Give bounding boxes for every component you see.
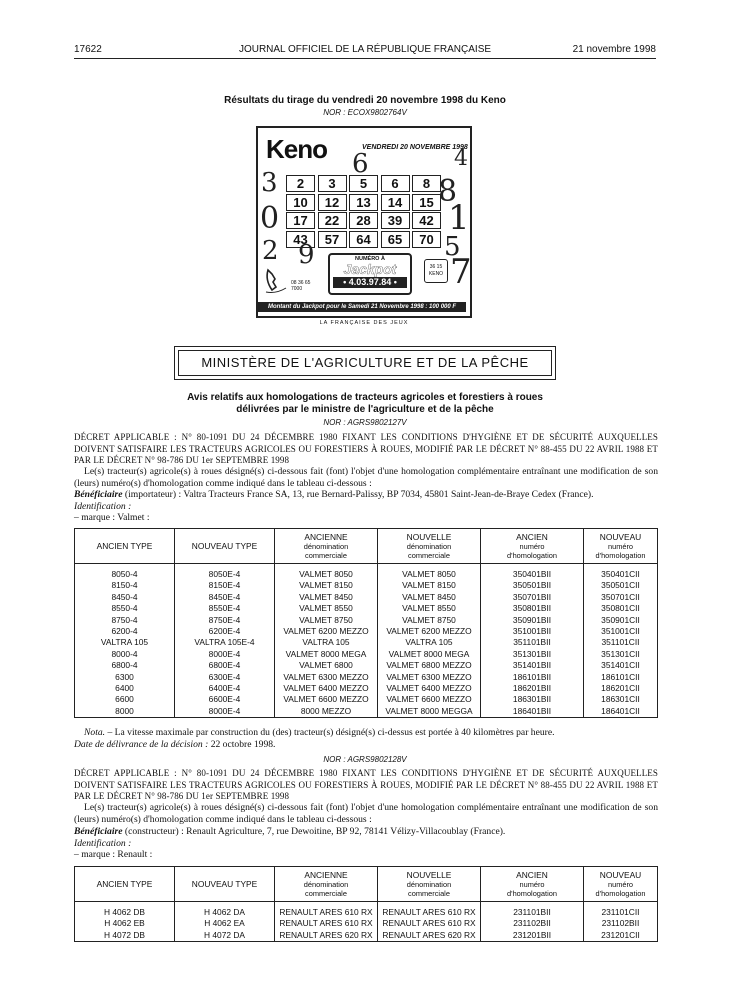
table-row: [75, 637, 658, 648]
header-text: numéro: [519, 541, 545, 551]
date-value: 22 octobre 1998.: [210, 739, 276, 750]
table-cell: 8550-4: [75, 603, 175, 614]
decree1-identification: Identification :: [74, 501, 132, 512]
decree1-intro: Le(s) tracteur(s) agricole(s) à roues désigné(s) ci-dessous fait (font) l'objet d'une homologation complémentaire entraînant une modification de son (leurs) numéro(s) d'homologation comme indiqué dans le tableau ci-dessous :: [74, 466, 658, 489]
table-cell: 231102BII: [481, 918, 584, 929]
jackpot-banner: Montant du Jackpot pour le Samedi 21 Novembre 1998 : 100 000 F: [258, 302, 466, 312]
table-cell: VALMET 6400 MEZZO: [378, 683, 481, 694]
table-cell: VALMET 8450: [378, 592, 481, 603]
keno-number-cell: 43: [286, 231, 315, 248]
avis-title-line2: délivrées par le ministre de l'agriculture et de la pêche: [236, 404, 494, 415]
table-cell: H 4072 DB: [75, 930, 175, 942]
phone-icon: [264, 268, 288, 294]
header-text: commerciale: [408, 550, 450, 560]
header-text: d'homologation: [507, 888, 557, 898]
table-row: [75, 564, 658, 581]
handwritten-digit: 8: [438, 174, 458, 209]
header-text: numéro: [607, 879, 634, 889]
table-row: [75, 706, 658, 718]
keno-title: Résultats du tirage du vendredi 20 novembre 1998 du Keno: [224, 95, 506, 106]
beneficiaire-label: Bénéficiaire: [74, 489, 123, 500]
decree1-text: DÉCRET APPLICABLE : N° 80-1091 DU 24 DÉCEMBRE 1980 FIXANT LES CONDITIONS D'HYGIÈNE ET DE SÉCURITÉ AUXQUELLES DOIVENT SATISFAIRE LES TRACTEURS AGRICOLES OU FORESTIERS À ROUES, MODIFIÉ PAR LE DÉCRET N° 88-455 DU 22 AVRIL 1988 ET PAR LE DÉCRET N° 98-786 DU 1er SEPTEMBRE 1998: [74, 432, 658, 465]
header-text: numéro: [607, 541, 634, 551]
table-cell: VALMET 8150: [378, 580, 481, 591]
table-cell: 350501BII: [481, 580, 584, 591]
header-text: NOUVEAU: [599, 531, 642, 542]
header-text: dénomination: [406, 879, 452, 889]
tv-icon: [424, 259, 448, 283]
table-cell: 350901BII: [481, 615, 584, 626]
header-text: NOUVELLE: [406, 531, 452, 542]
table-cell: 8450E-4: [175, 592, 275, 603]
table-cell: VALMET 6300 MEZZO: [378, 672, 481, 683]
note-text: – La vitesse maximale par construction du (des) tracteur(s) désigné(s) ci-dessus est portée à 40 kilomètres par heure.: [107, 727, 555, 738]
jackpot-word: Jackpot: [343, 261, 397, 277]
table-cell: 6400E-4: [175, 683, 275, 694]
table-cell: 186401CII: [584, 706, 658, 718]
table-cell: 350401BII: [481, 564, 584, 581]
col-ancien-type: ANCIEN TYPE: [75, 867, 175, 902]
beneficiaire-text: (constructeur) : Renault Agriculture, 7, rue Dewoitine, BP 92, 78141 Vélizy-Villacoublay (France).: [124, 826, 506, 837]
keno-number-cell: 42: [412, 212, 441, 229]
tv-text: 36 15 KENO: [428, 264, 444, 277]
homologation-table-valmet: [74, 528, 658, 718]
table-cell: 8000: [75, 706, 175, 718]
table-cell: 6300: [75, 672, 175, 683]
table-cell: 350401CII: [584, 564, 658, 581]
table-cell: 6400: [75, 683, 175, 694]
table-cell: 186201CII: [584, 683, 658, 694]
col-nouvelle-denomination: [378, 529, 481, 564]
table-cell: VALTRA 105: [75, 637, 175, 648]
table-cell: H 4062 EB: [75, 918, 175, 929]
table-cell: 6200E-4: [175, 626, 275, 637]
table-row: [75, 660, 658, 671]
handwritten-digit: 2: [262, 236, 279, 266]
table-cell: 231101CII: [584, 902, 658, 919]
decree1-note: [74, 727, 658, 739]
journal-title: JOURNAL OFFICIEL DE LA RÉPUBLIQUE FRANÇAISE: [238, 44, 492, 55]
table-cell: 186201BII: [481, 683, 584, 694]
table-cell: 231102BII: [584, 918, 658, 929]
table-row: [75, 672, 658, 683]
table-cell: VALMET 8550: [275, 603, 378, 614]
keno-number-cell: 15: [412, 194, 441, 211]
col-ancienne-denomination: [275, 529, 378, 564]
table-cell: 231201CII: [584, 930, 658, 942]
table-row: [75, 683, 658, 694]
table-cell: 186101CII: [584, 672, 658, 683]
table-cell: 350701BII: [481, 592, 584, 603]
jackpot-box: [328, 253, 412, 295]
decree2-text: DÉCRET APPLICABLE : N° 80-1091 DU 24 DÉCEMBRE 1980 FIXANT LES CONDITIONS D'HYGIÈNE ET DE SÉCURITÉ AUXQUELLES DOIVENT SATISFAIRE LES TRACTEURS AGRICOLES OU FORESTIERS À ROUES, MODIFIÉ PAR LE DÉCRET N° 88-455 DU 22 AVRIL 1988 ET PAR LE DÉCRET N° 98-786 DU 1er SEPTEMBRE 1998: [74, 768, 658, 801]
table-cell: 8000 MEZZO: [275, 706, 378, 718]
table-cell: RENAULT ARES 610 RX: [378, 902, 481, 919]
decree1-date: [74, 739, 658, 751]
keno-number-cell: 2: [286, 175, 315, 192]
date-label: Date de délivrance de la décision :: [74, 739, 209, 750]
header-text: ANCIENNE: [304, 531, 348, 542]
table-row: [75, 603, 658, 614]
table-cell: 351101BII: [481, 637, 584, 648]
table-cell: H 4062 EA: [175, 918, 275, 929]
table-cell: VALMET 8000 MEGGA: [378, 706, 481, 718]
keno-number-cell: 10: [286, 194, 315, 211]
table-cell: RENAULT ARES 610 RX: [275, 918, 378, 929]
keno-draw-date: VENDREDI 20 NOVEMBRE 1998: [362, 144, 468, 151]
table-cell: VALMET 8000 MEGA: [275, 649, 378, 660]
table-cell: VALMET 8750: [275, 615, 378, 626]
decree2-intro: Le(s) tracteur(s) agricole(s) à roues désigné(s) ci-dessous fait (font) l'objet d'une homologation complémentaire entraînant une modification de son (leurs) numéro(s) d'homologation comme indiqué dans le tableau ci-dessous :: [74, 802, 658, 825]
note-label: Nota.: [84, 727, 106, 738]
table-cell: RENAULT ARES 610 RX: [378, 918, 481, 929]
table-cell: RENAULT ARES 620 RX: [275, 930, 378, 942]
col-ancien-numero: [481, 529, 584, 564]
table-row: [75, 649, 658, 660]
header-text: d'homologation: [595, 550, 646, 560]
table-row: [75, 626, 658, 637]
table-row: [75, 615, 658, 626]
table-cell: VALTRA 105: [378, 637, 481, 648]
table-cell: 350901CII: [584, 615, 658, 626]
table-cell: VALMET 6300 MEZZO: [275, 672, 378, 683]
keno-footer: LA FRANÇAISE DES JEUX: [319, 320, 409, 326]
decree2-nor: NOR : AGRS9802128V: [323, 755, 407, 764]
table-row: [75, 918, 658, 929]
table-cell: 231101BII: [481, 902, 584, 919]
table-cell: VALMET 8450: [275, 592, 378, 603]
table-cell: VALMET 6400 MEZZO: [275, 683, 378, 694]
table-cell: VALMET 8550: [378, 603, 481, 614]
header-text: NOUVELLE: [406, 869, 452, 880]
table-cell: RENAULT ARES 620 RX: [378, 930, 481, 942]
col-nouveau-numero: [584, 867, 658, 902]
col-nouvelle-denomination: [378, 867, 481, 902]
table-cell: 351401BII: [481, 660, 584, 671]
keno-number-cell: 14: [381, 194, 410, 211]
table-header-row: [75, 529, 658, 564]
header-text: commerciale: [305, 550, 347, 560]
table-cell: VALMET 6200 MEZZO: [378, 626, 481, 637]
table-cell: 186101BII: [481, 672, 584, 683]
table-row: [75, 902, 658, 919]
header-text: dénomination: [303, 879, 349, 889]
table-cell: VALMET 6200 MEZZO: [275, 626, 378, 637]
table-cell: 8000-4: [75, 649, 175, 660]
keno-number-cell: 22: [318, 212, 347, 229]
col-nouveau-type: NOUVEAU TYPE: [175, 529, 275, 564]
header-text: commerciale: [408, 888, 450, 898]
ministry-box-outer: [174, 346, 556, 380]
handwritten-digit: 1: [448, 198, 470, 238]
col-nouveau-numero: [584, 529, 658, 564]
keno-number-cell: 13: [349, 194, 378, 211]
col-ancien-numero: [481, 867, 584, 902]
table-cell: 8000E-4: [175, 649, 275, 660]
header-text: ANCIENNE: [304, 869, 348, 880]
table-cell: H 4072 DA: [175, 930, 275, 942]
table-cell: 8000E-4: [175, 706, 275, 718]
table-row: [75, 930, 658, 942]
table-cell: 351301BII: [481, 649, 584, 660]
table-cell: 8050-4: [75, 564, 175, 581]
header-text: d'homologation: [595, 888, 646, 898]
handwritten-digit: 9: [298, 240, 315, 270]
handwritten-digit: 3: [261, 168, 278, 198]
table-cell: VALTRA 105: [275, 637, 378, 648]
table-cell: 8150E-4: [175, 580, 275, 591]
table-cell: 231201BII: [481, 930, 584, 942]
keno-number-cell: 65: [381, 231, 410, 248]
table-cell: VALMET 6600 MEZZO: [275, 694, 378, 705]
table-row: [75, 694, 658, 705]
page-number: 17622: [74, 44, 102, 55]
keno-number-cell: 12: [318, 194, 347, 211]
table-cell: VALMET 8050: [378, 564, 481, 581]
ministry-title: MINISTÈRE DE L'AGRICULTURE ET DE LA PÊCHE: [201, 355, 529, 370]
table-cell: VALMET 8000 MEGA: [378, 649, 481, 660]
table-cell: 6300E-4: [175, 672, 275, 683]
decree2-identification: Identification :: [74, 838, 132, 849]
keno-number-cell: 17: [286, 212, 315, 229]
table-body: [75, 564, 658, 718]
keno-number-cell: 28: [349, 212, 378, 229]
table-cell: 8450-4: [75, 592, 175, 603]
beneficiaire-text: (importateur) : Valtra Tracteurs France SA, 13, rue Bernard-Palissy, BP 7034, 45801 Saint-Jean-de-Braye Cedex (France).: [124, 489, 594, 500]
header-text: dénomination: [303, 541, 349, 551]
jackpot-number: • 4.03.97.84 •: [333, 277, 407, 288]
header-rule: [74, 58, 656, 59]
header-text: numéro: [519, 879, 545, 889]
header-text: d'homologation: [507, 550, 557, 560]
table-cell: 350701CII: [584, 592, 658, 603]
keno-number-cell: 57: [318, 231, 347, 248]
keno-number-cell: 6: [381, 175, 410, 192]
table-cell: 8750-4: [75, 615, 175, 626]
table-cell: 186301BII: [481, 694, 584, 705]
table-cell: 8550E-4: [175, 603, 275, 614]
table-cell: 350801CII: [584, 603, 658, 614]
table-cell: 351101CII: [584, 637, 658, 648]
avis-nor: NOR : AGRS9802127V: [323, 418, 407, 427]
handwritten-digit: 5: [444, 232, 461, 262]
header-text: commerciale: [305, 888, 347, 898]
keno-nor: NOR : ECOX9802764V: [323, 108, 407, 117]
table-cell: 186401BII: [481, 706, 584, 718]
table-cell: 351001BII: [481, 626, 584, 637]
decree1-beneficiaire: [74, 489, 658, 501]
table-cell: VALMET 8750: [378, 615, 481, 626]
header-text: ANCIEN: [516, 531, 548, 542]
keno-number-cell: 39: [381, 212, 410, 229]
table-header-row: [75, 867, 658, 902]
handwritten-digit: 0: [260, 201, 280, 236]
table-cell: 6600E-4: [175, 694, 275, 705]
table-cell: H 4062 DA: [175, 902, 275, 919]
decree2-beneficiaire: [74, 826, 658, 838]
table-cell: VALTRA 105E-4: [175, 637, 275, 648]
table-cell: 8050E-4: [175, 564, 275, 581]
header-date: 21 novembre 1998: [572, 44, 656, 55]
table-body: [75, 902, 658, 942]
jackpot-label: NUMÉRO À: [355, 256, 385, 262]
header-text: dénomination: [406, 541, 452, 551]
col-ancienne-denomination: [275, 867, 378, 902]
table-cell: VALMET 6800: [275, 660, 378, 671]
header-text: NOUVEAU: [599, 869, 642, 880]
table-cell: VALMET 6800 MEZZO: [378, 660, 481, 671]
table-cell: 351301CII: [584, 649, 658, 660]
header-text: ANCIEN: [516, 869, 548, 880]
table-cell: 6600: [75, 694, 175, 705]
table-cell: 8750E-4: [175, 615, 275, 626]
decree2-marque: – marque : Renault :: [74, 849, 153, 860]
table-cell: 8150-4: [75, 580, 175, 591]
keno-ticket: [256, 126, 472, 318]
table-cell: H 4062 DB: [75, 902, 175, 919]
keno-logo: Keno: [266, 134, 327, 164]
keno-number-cell: 64: [349, 231, 378, 248]
table-cell: VALMET 8150: [275, 580, 378, 591]
col-nouveau-type: NOUVEAU TYPE: [175, 867, 275, 902]
handwritten-digit: 4: [454, 146, 468, 171]
table-cell: RENAULT ARES 610 RX: [275, 902, 378, 919]
table-cell: 6800E-4: [175, 660, 275, 671]
homologation-table-renault: [74, 866, 658, 942]
table-cell: 351401CII: [584, 660, 658, 671]
handwritten-digit: 6: [352, 149, 369, 179]
beneficiaire-label: Bénéficiaire: [74, 826, 123, 837]
table-cell: VALMET 8050: [275, 564, 378, 581]
table-cell: 6800-4: [75, 660, 175, 671]
phone-number: 08 36 65 7000: [291, 280, 311, 292]
table-cell: VALMET 6600 MEZZO: [378, 694, 481, 705]
table-cell: 6200-4: [75, 626, 175, 637]
table-cell: 350801BII: [481, 603, 584, 614]
table-row: [75, 592, 658, 603]
keno-number-cell: 70: [412, 231, 441, 248]
table-cell: 351001CII: [584, 626, 658, 637]
handwritten-digit: 7: [450, 252, 472, 292]
decree1-marque: – marque : Valmet :: [74, 512, 150, 523]
keno-number-cell: 3: [318, 175, 347, 192]
keno-number-cell: 8: [412, 175, 441, 192]
table-row: [75, 580, 658, 591]
table-cell: 350501CII: [584, 580, 658, 591]
keno-number-cell: 5: [349, 175, 378, 192]
col-ancien-type: ANCIEN TYPE: [75, 529, 175, 564]
table-cell: 186301CII: [584, 694, 658, 705]
avis-title-line1: Avis relatifs aux homologations de tracteurs agricoles et forestiers à roues: [187, 392, 543, 403]
